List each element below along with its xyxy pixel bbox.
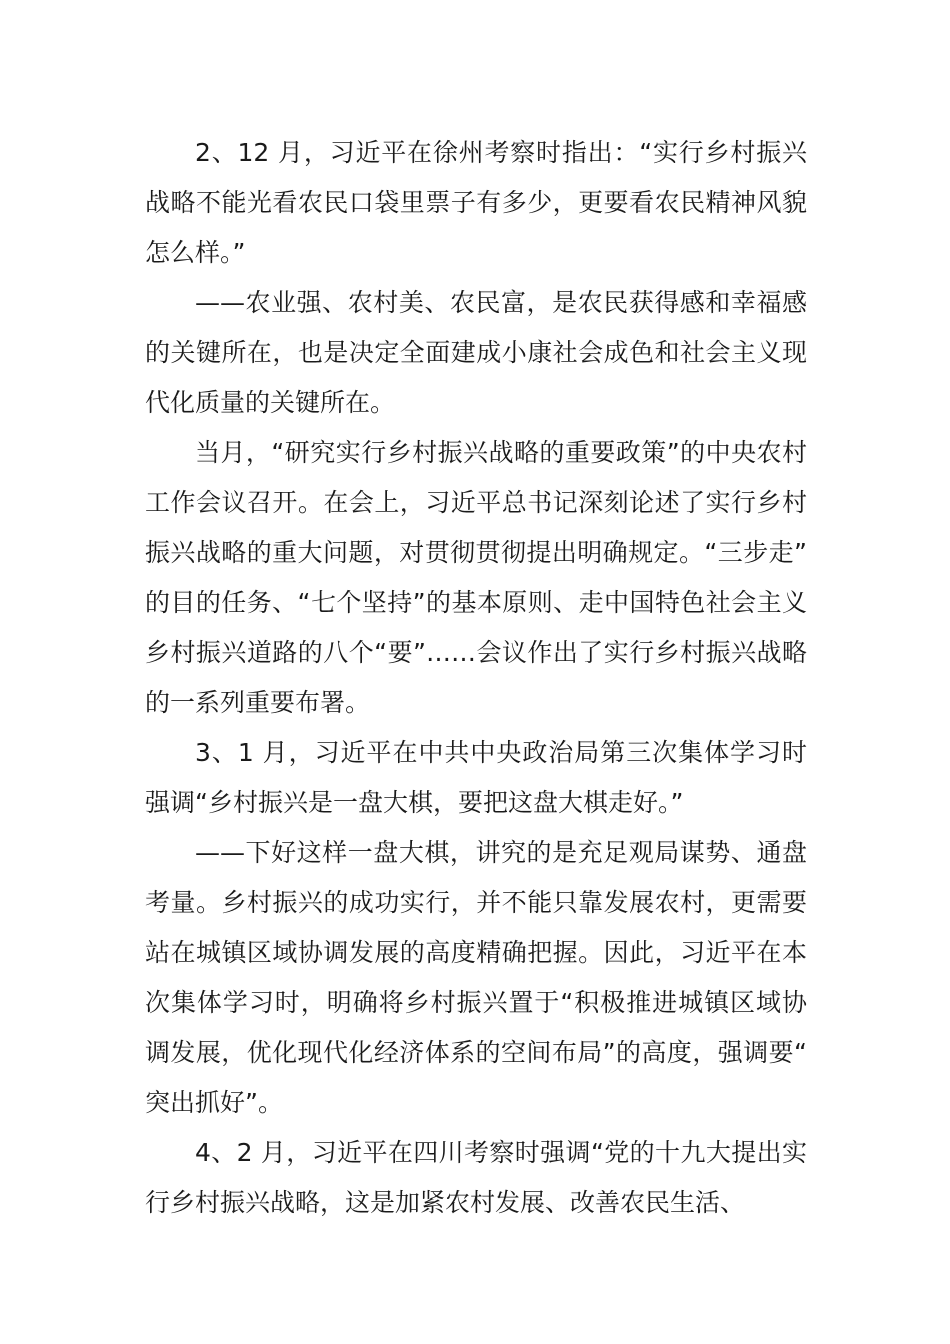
paragraph-6: 4、2 月，习近平在四川考察时强调“党的十九大提出实行乡村振兴战略，这是加紧农村发展、改善农民生活、	[145, 1138, 807, 1217]
paragraph-3: 当月，“研究实行乡村振兴战略的重要政策”的中央农村工作会议召开。在会上，习近平总书记深刻论述了实行乡村振兴战略的重大问题，对贯彻贯彻提出明确规定。“三步走”的目的任务、“七个坚持”的基本原则、走中国特色社会主义乡村振兴道路的八个“要”……会议作出了实行乡村振兴战略的一系列重要布署。	[145, 438, 807, 717]
document-body	[145, 128, 807, 1228]
paragraph-5: ——下好这样一盘大棋，讲究的是充足观局谋势、通盘考量。乡村振兴的成功实行，并不能只靠发展农村，更需要站在城镇区域协调发展的高度精确把握。因此，习近平在本次集体学习时，明确将乡村振兴置于“积极推进城镇区域协调发展，优化现代化经济体系的空间布局”的高度，强调要“突出抓好”。	[145, 838, 807, 1117]
paragraph-1: 2、12 月，习近平在徐州考察时指出：“实行乡村振兴战略不能光看农民口袋里票子有多少，更要看农民精神风貌怎么样。”	[145, 138, 807, 267]
paragraph-4: 3、1 月，习近平在中共中央政治局第三次集体学习时强调“乡村振兴是一盘大棋，要把这盘大棋走好。”	[145, 738, 807, 817]
paragraph-2: ——农业强、农村美、农民富，是农民获得感和幸福感的关键所在，也是决定全面建成小康社会成色和社会主义现代化质量的关键所在。	[145, 288, 807, 417]
